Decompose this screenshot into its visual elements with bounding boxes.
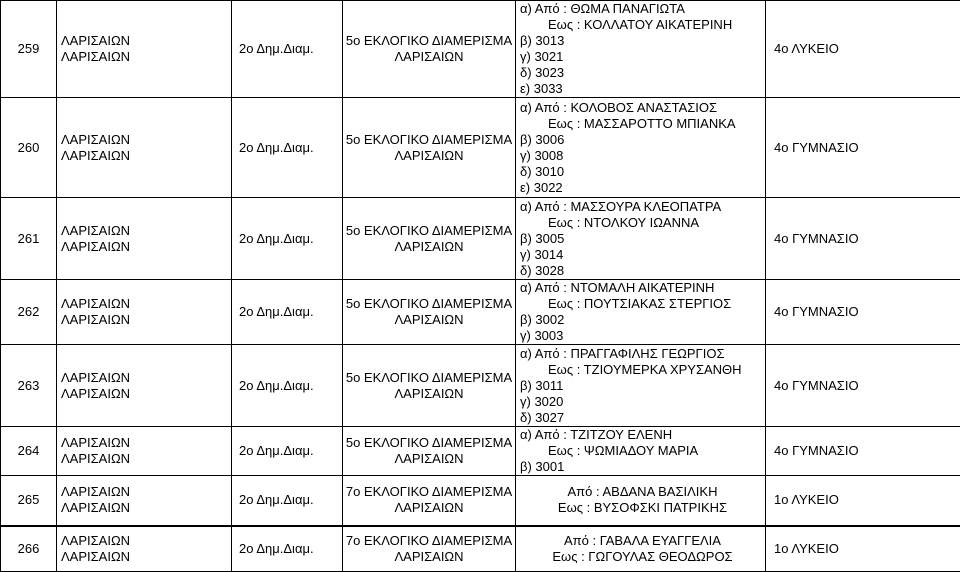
range-to: Εως : ΝΤΟΛΚΟΥ ΙΩΑΝΝΑ — [548, 214, 700, 230]
row-number: 262 — [1, 280, 57, 345]
electoral-section-cell — [343, 280, 516, 345]
electoral-section-cell — [343, 476, 516, 526]
table-body — [1, 1, 960, 572]
row-number: 261 — [1, 198, 57, 280]
municipality-cell — [57, 345, 232, 427]
electoral-section-cell — [343, 427, 516, 476]
range-code: γ) 3008 — [520, 147, 564, 163]
district-cell: 2ο Δημ.Διαμ. — [232, 280, 343, 345]
range-to: Εως : ΒΥΣΟΦΣΚΙ ΠΑΤΡΙΚΗΣ — [557, 500, 728, 516]
electoral-section-cell — [343, 1, 516, 98]
municipality-line: ΛΑΡΙΣΑΙΩΝ — [61, 484, 131, 500]
electoral-section-line: ΛΑΡΙΣΑΙΩΝ — [394, 312, 464, 327]
table-row — [1, 280, 960, 345]
electoral-section-cell — [343, 198, 516, 280]
table-row — [1, 198, 960, 280]
electoral-section-line: ΛΑΡΙΣΑΙΩΝ — [394, 500, 464, 516]
range-code: γ) 3014 — [520, 246, 564, 262]
municipality-line: ΛΑΡΙΣΑΙΩΝ — [61, 33, 131, 48]
school-cell: 4ο ΛΥΚΕΙΟ — [766, 1, 960, 98]
municipality-cell — [57, 98, 232, 198]
electoral-section-line: ΛΑΡΙΣΑΙΩΝ — [394, 451, 464, 466]
municipality-cell — [57, 476, 232, 526]
electoral-section-line: ΛΑΡΙΣΑΙΩΝ — [394, 49, 464, 64]
municipality-line: ΛΑΡΙΣΑΙΩΝ — [61, 49, 131, 64]
municipality-line: ΛΑΡΙΣΑΙΩΝ — [61, 548, 131, 564]
range-to: Εως : ΤΖΙΟΥΜΕΡΚΑ ΧΡΥΣΑΝΘΗ — [548, 361, 742, 377]
electoral-section-cell — [343, 345, 516, 427]
table-row — [1, 427, 960, 476]
municipality-line: ΛΑΡΙΣΑΙΩΝ — [61, 435, 131, 450]
electoral-section-line: 5ο ΕΚΛΟΓΙΚΟ ΔΙΑΜΕΡΙΣΜΑ — [345, 296, 513, 311]
row-number: 264 — [1, 427, 57, 476]
table-row — [1, 345, 960, 427]
electoral-section-line: 5ο ΕΚΛΟΓΙΚΟ ΔΙΑΜΕΡΙΣΜΑ — [345, 33, 513, 48]
school-cell: 4ο ΓΥΜΝΑΣΙΟ — [766, 345, 960, 427]
electoral-section-line: ΛΑΡΙΣΑΙΩΝ — [394, 238, 464, 254]
range-code: γ) 3021 — [520, 49, 564, 64]
municipality-cell — [57, 1, 232, 98]
district-cell: 2ο Δημ.Διαμ. — [232, 526, 343, 572]
range-from: α) Από : ΚΟΛΟΒΟΣ ΑΝΑΣΤΑΣΙΟΣ — [520, 99, 718, 115]
municipality-line: ΛΑΡΙΣΑΙΩΝ — [61, 222, 131, 238]
row-number: 266 — [1, 526, 57, 572]
municipality-cell — [57, 280, 232, 345]
district-cell: 2ο Δημ.Διαμ. — [232, 476, 343, 526]
electoral-section-line: 5ο ΕΚΛΟΓΙΚΟ ΔΙΑΜΕΡΙΣΜΑ — [345, 435, 513, 450]
range-code: δ) 3027 — [520, 409, 565, 425]
municipality-line: ΛΑΡΙΣΑΙΩΝ — [61, 532, 131, 548]
electoral-section-line: ΛΑΡΙΣΑΙΩΝ — [394, 147, 464, 163]
school-cell: 1ο ΛΥΚΕΙΟ — [766, 526, 960, 572]
range-from: α) Από : ΘΩΜΑ ΠΑΝΑΓΙΩΤΑ — [520, 1, 685, 16]
district-cell: 2ο Δημ.Διαμ. — [232, 198, 343, 280]
range-from: Από : ΑΒΔΑΝΑ ΒΑΣΙΛΙΚΗ — [567, 484, 718, 500]
municipality-line: ΛΑΡΙΣΑΙΩΝ — [61, 369, 131, 385]
range-to: Εως : ΓΩΓΟΥΛΑΣ ΘΕΟΔΩΡΟΣ — [552, 548, 733, 564]
row-number: 260 — [1, 98, 57, 198]
school-cell: 1ο ΛΥΚΕΙΟ — [766, 476, 960, 526]
district-cell: 2ο Δημ.Διαμ. — [232, 98, 343, 198]
table-row — [1, 526, 960, 572]
range-from: α) Από : ΝΤΟΜΑΛΗ ΑΙΚΑΤΕΡΙΝΗ — [520, 280, 715, 295]
range-code: β) 3006 — [520, 131, 565, 147]
voter-range-cell — [516, 198, 766, 280]
range-code: γ) 3020 — [520, 393, 564, 409]
electoral-section-line: 5ο ΕΚΛΟΓΙΚΟ ΔΙΑΜΕΡΙΣΜΑ — [345, 369, 513, 385]
range-code: β) 3002 — [520, 312, 565, 327]
school-cell: 4ο ΓΥΜΝΑΣΙΟ — [766, 427, 960, 476]
range-from: Από : ΓΑΒΑΛΑ ΕΥΑΓΓΕΛΙΑ — [564, 532, 721, 548]
table-row — [1, 476, 960, 526]
range-to: Εως : ΠΟΥΤΣΙΑΚΑΣ ΣΤΕΡΓΙΟΣ — [548, 296, 732, 311]
voter-range-cell — [516, 345, 766, 427]
district-cell: 2ο Δημ.Διαμ. — [232, 427, 343, 476]
range-code: δ) 3010 — [520, 163, 565, 179]
row-number: 263 — [1, 345, 57, 427]
electoral-section-line: 7ο ΕΚΛΟΓΙΚΟ ΔΙΑΜΕΡΙΣΜΑ — [345, 484, 513, 500]
range-to: Εως : ΚΟΛΛΑΤΟΥ ΑΙΚΑΤΕΡΙΝΗ — [548, 17, 733, 32]
school-cell: 4ο ΓΥΜΝΑΣΙΟ — [766, 98, 960, 198]
range-code: β) 3011 — [520, 377, 564, 393]
voter-range-cell — [516, 427, 766, 476]
table-row — [1, 1, 960, 98]
range-code: δ) 3028 — [520, 262, 565, 278]
row-number: 265 — [1, 476, 57, 526]
voter-range-cell — [516, 476, 766, 526]
municipality-line: ΛΑΡΙΣΑΙΩΝ — [61, 131, 131, 147]
range-to: Εως : ΨΩΜΙΑΔΟΥ ΜΑΡΙΑ — [548, 443, 699, 458]
electoral-section-line: ΛΑΡΙΣΑΙΩΝ — [394, 385, 464, 401]
municipality-line: ΛΑΡΙΣΑΙΩΝ — [61, 238, 131, 254]
electoral-section-cell — [343, 98, 516, 198]
range-code: γ) 3003 — [520, 328, 564, 343]
municipality-line: ΛΑΡΙΣΑΙΩΝ — [61, 451, 131, 466]
municipality-line: ΛΑΡΙΣΑΙΩΝ — [61, 296, 131, 311]
table-row — [1, 98, 960, 198]
municipality-line: ΛΑΡΙΣΑΙΩΝ — [61, 312, 131, 327]
electoral-section-line: 7ο ΕΚΛΟΓΙΚΟ ΔΙΑΜΕΡΙΣΜΑ — [345, 532, 513, 548]
range-from: α) Από : ΜΑΣΣΟΥΡΑ ΚΛΕΟΠΑΤΡΑ — [520, 198, 722, 214]
municipality-line: ΛΑΡΙΣΑΙΩΝ — [61, 147, 131, 163]
voter-range-cell — [516, 98, 766, 198]
district-cell: 2ο Δημ.Διαμ. — [232, 345, 343, 427]
range-code: δ) 3023 — [520, 65, 565, 80]
range-to: Εως : ΜΑΣΣΑΡΟΤΤΟ ΜΠΙΑΝΚΑ — [548, 115, 736, 131]
municipality-line: ΛΑΡΙΣΑΙΩΝ — [61, 385, 131, 401]
range-code: β) 3001 — [520, 459, 565, 474]
range-code: β) 3013 — [520, 33, 565, 48]
voter-range-cell — [516, 1, 766, 98]
electoral-section-line: 5ο ΕΚΛΟΓΙΚΟ ΔΙΑΜΕΡΙΣΜΑ — [345, 131, 513, 147]
range-code: β) 3005 — [520, 230, 565, 246]
electoral-section-line: 5ο ΕΚΛΟΓΙΚΟ ΔΙΑΜΕΡΙΣΜΑ — [345, 222, 513, 238]
municipality-cell — [57, 427, 232, 476]
electoral-section-line: ΛΑΡΙΣΑΙΩΝ — [394, 548, 464, 564]
municipality-line: ΛΑΡΙΣΑΙΩΝ — [61, 500, 131, 516]
municipality-cell — [57, 526, 232, 572]
voter-range-cell — [516, 280, 766, 345]
range-from: α) Από : ΤΖΙΤΖΟΥ ΕΛΕΝΗ — [520, 427, 673, 442]
range-code: ε) 3033 — [520, 81, 563, 96]
range-code: ε) 3022 — [520, 179, 563, 195]
voter-range-cell — [516, 526, 766, 572]
school-cell: 4ο ΓΥΜΝΑΣΙΟ — [766, 198, 960, 280]
electoral-section-cell — [343, 526, 516, 572]
district-cell: 2ο Δημ.Διαμ. — [232, 1, 343, 98]
row-number: 259 — [1, 1, 57, 98]
municipality-cell — [57, 198, 232, 280]
range-from: α) Από : ΠΡΑΓΓΑΦΙΛΗΣ ΓΕΩΡΓΙΟΣ — [520, 345, 725, 361]
school-cell: 4ο ΓΥΜΝΑΣΙΟ — [766, 280, 960, 345]
